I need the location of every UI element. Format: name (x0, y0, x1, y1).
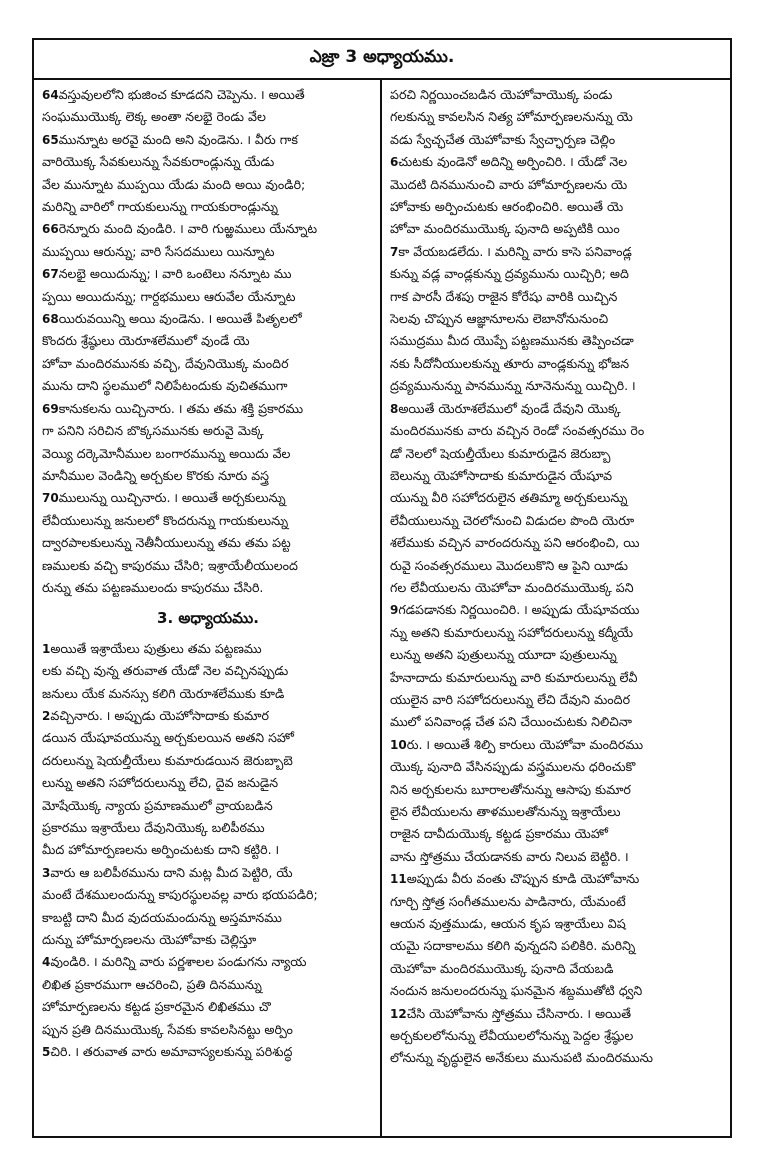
verse-number: 69 (42, 401, 59, 416)
verse-text: ప్రకారము ఇశ్రాయేలు దేవునియొక్క బలిపీఠము (42, 820, 265, 835)
text-line (390, 1003, 722, 1025)
verse-text: యిరువయిన్ని అయి వుండెను. ౹ అయితే పితృలలో (58, 311, 302, 327)
text-line (42, 532, 374, 554)
text-line (42, 1019, 374, 1041)
verse-text: మును దాని స్థలములో నిలిపేటందుకు వుచితముగా (42, 378, 288, 394)
left-column-verses (42, 84, 374, 599)
verse-text: యులైన వారి సహోదరులున్ను లేచి దేవుని మందిర (390, 691, 631, 707)
verse-text: ములో పనివాండ్ల చేత పని చేయించుటకు నిలిచినా (390, 714, 632, 730)
verse-text: రువై సంవత్సరములు మొదలుకొని ఆ పైని యీడు (390, 557, 628, 573)
text-line (42, 772, 374, 794)
verse-text: బెలున్ను యెహోసాదాకు కుమారుడైన యేషూవ (390, 467, 613, 483)
verse-text: చిరి. ౹ తరువాత వారు అమావాస్యలకున్ను పరిశుద్ధ (50, 1044, 293, 1060)
text-line (390, 846, 722, 868)
verse-text: డయిన యేషూవయున్ను అర్చకులయిన అతని సహో (42, 730, 294, 746)
text-line (42, 398, 374, 420)
text-line (390, 375, 722, 397)
text-line (42, 443, 374, 465)
text-line (390, 644, 722, 666)
verse-number: 64 (42, 88, 59, 102)
verse-text: రు. ౹ అయితే శిల్పి కారులు యెహోవా మందిరము (406, 736, 644, 752)
text-line (390, 958, 722, 980)
text-line (42, 308, 374, 330)
verse-text: గాక పారసీ దేశపు రాజైన కోరేషు వారికి యిచ్చిన (390, 288, 618, 304)
text-line (42, 510, 374, 532)
text-line (42, 705, 374, 727)
verse-text: నందున జనులందరున్ను ఘనమైన శబ్దముతోటి ధ్వని (390, 983, 643, 999)
verse-text: లేవీయులున్ను జనులలో కొందరున్ను గాయకులున్ను (42, 512, 289, 528)
text-line (390, 980, 722, 1002)
verse-text: లిఖిత ప్రకారముగా ఆచరించి, ప్రతి దినమున్ను (42, 976, 262, 992)
text-line (390, 174, 722, 196)
scripture-page (32, 38, 732, 1138)
verse-text: అప్పుడు వీరు వంతు చొప్పున కూడి యెహోవాను (406, 871, 640, 887)
text-line (42, 795, 374, 817)
text-line (42, 555, 374, 577)
text-line (390, 443, 722, 465)
verse-text: కొందరు శ్రేష్ఠులు యెరూశలేములో వుండే యె (42, 333, 250, 349)
verse-text: మంటే దేశములందున్ను కాపురస్థులవల్ల వారు భయపడిరి; (42, 887, 318, 903)
verse-text: యెహోవా మందిరముయొక్క పునాది వేయబడి (390, 960, 614, 976)
verse-text: డో నెలలో షెయల్తీయేలు కుమారుడైన జెరుబ్బా (390, 445, 611, 461)
verse-text: హోమార్పణలను కట్టడ ప్రకారమైన లిఖితము చొ (42, 999, 271, 1015)
verse-text: దున్ను హోమార్పణలను యెహోవాకు చెల్లిస్తూ (42, 932, 257, 948)
text-line (390, 622, 722, 644)
verse-text: చుటకు వుండెనో అదిన్ని అర్పించిరి. ౹ యేడో నెల (398, 154, 628, 170)
verse-text: కున్ను వడ్ల వాండ్లకున్ను ద్రవ్యమును యిచ్చిరి; అది (390, 266, 629, 282)
text-line (390, 263, 722, 285)
text-line (42, 353, 374, 375)
text-line (390, 151, 722, 173)
verse-text: గడపడానకు నిర్ణయించిరి. ౹ అప్పుడు యేషూవయు (398, 602, 640, 618)
verse-number: 67 (42, 267, 59, 282)
text-line (390, 689, 722, 711)
text-line (42, 862, 374, 884)
text-line (390, 196, 722, 218)
text-line (42, 817, 374, 839)
text-line (390, 1047, 722, 1069)
text-line (42, 907, 374, 929)
text-line (390, 129, 722, 151)
text-line (390, 106, 722, 128)
verse-number: 65 (42, 132, 59, 147)
text-line (390, 868, 722, 890)
text-line (390, 779, 722, 801)
text-line (390, 286, 722, 308)
verse-text: కా వేయబడలేదు. ౹ మరిన్ని వారు కాసె పనివాండ్ల (398, 243, 632, 259)
text-line (390, 667, 722, 689)
text-line (390, 577, 722, 599)
text-line (390, 1025, 722, 1047)
verse-number: 68 (42, 312, 59, 327)
text-line (42, 577, 374, 599)
verse-text: యమై సదాకాలము కలిగి వున్నదని పలికిరి. మరిన్ని (390, 938, 636, 954)
text-line (390, 823, 722, 845)
text-line (42, 375, 374, 397)
verse-text: గా పనిని సరిచిన బొక్కసమునకు అరువై వెుక్క (42, 423, 264, 439)
verse-number: 5 (42, 1045, 51, 1060)
text-line (390, 218, 722, 240)
left-column-verses-chapter3 (42, 638, 374, 1064)
verse-number: 8 (390, 401, 399, 416)
verse-text: మరిన్ని వారిలో గాయకులున్ను గాయకురాండ్లున్ను (42, 199, 279, 215)
text-line (42, 1041, 374, 1063)
text-line (390, 84, 722, 106)
verse-text: హోవా మందిరమునకు వచ్చి, దేవునియొక్క మందిర (42, 355, 289, 371)
text-line (42, 727, 374, 749)
verse-text: ద్రవ్యమునున్ను పానమున్ను నూనెనున్ను యిచ్చిరి. ౹ (390, 378, 636, 394)
verse-text: ఆయన వుత్తముడు, ఆయన కృప ఇశ్రాయేలు విష (390, 916, 626, 932)
text-line (42, 420, 374, 442)
verse-text: వారియొక్క సేవకులున్ను సేవకురాండ్లున్ను యేడు (42, 154, 275, 170)
text-line (42, 996, 374, 1018)
verse-text: నలభై అయిదున్ను; ౹ వారి ఒంటెలు నన్నూట ము (58, 266, 292, 282)
text-line (42, 929, 374, 951)
verse-number: 7 (390, 244, 399, 259)
text-line (42, 84, 374, 106)
verse-text: లోనున్ను వృద్ధులైన అనేకులు మునుపటి మందిరమును (390, 1050, 653, 1066)
left-column (42, 84, 374, 1063)
text-line (42, 241, 374, 263)
text-line (42, 638, 374, 660)
text-line (42, 196, 374, 218)
text-line (42, 465, 374, 487)
verse-number: 9 (390, 603, 399, 618)
verse-number: 6 (390, 155, 399, 170)
verse-text: పరచి నిర్ణయించబడిన యెహోవాయొక్క పండు (390, 87, 613, 102)
verse-number: 10 (390, 737, 407, 752)
verse-text: గల లేవీయులను యెహోవా మందిరముయొక్క పని (390, 579, 634, 595)
verse-text: మానీముల వెండిన్ని అర్చకుల కొరకు నూరు వస్త్ర (42, 467, 270, 483)
verse-text: వడు స్వేచ్ఛచేత యెహోవాకు స్వేచ్ఛార్పణ చెల్లిం (390, 131, 616, 147)
verse-text: యున్ను వీరి సహోదరులైన తతిమ్మా అర్చకులున్ను (390, 490, 628, 506)
verse-text: హేనాదాదు కుమారులున్ను వారి కుమారులున్ను లేవీ (390, 669, 638, 685)
text-line (390, 510, 722, 532)
verse-text: ములున్ను యిచ్చినారు. ౹ అయితే అర్చకులున్ను (58, 490, 286, 506)
verse-number: 66 (42, 222, 59, 237)
text-line (42, 683, 374, 705)
verse-text: జనులు యేక మనస్సు కలిగి యెరూశలేముకు కూడి (42, 685, 285, 701)
text-line (42, 106, 374, 128)
text-line (390, 891, 722, 913)
verse-text: ప్పయి అయిదున్ను; గార్దభములు ఆరువేల యేన్నూట (42, 288, 296, 304)
text-line (390, 465, 722, 487)
text-line (390, 398, 722, 420)
text-line (390, 308, 722, 330)
verse-text: లైన లేవీయులను తాళములతోనున్ను ఇశ్రాయేలు (390, 804, 621, 819)
verse-text: రాజైన దావీదుయొక్క కట్టడ ప్రకారము యెహో (390, 826, 608, 842)
text-line (390, 801, 722, 823)
verse-number: 3 (42, 865, 51, 880)
text-line (42, 660, 374, 682)
text-line (390, 935, 722, 957)
verse-text: మీద హోమార్పణలను అర్పించుటకు దాని కట్టిరి. ౹ (42, 842, 280, 858)
verse-text: లున్ను అతని పుత్రులున్ను యూదా పుత్రులున్ను (390, 647, 617, 663)
verse-text: రెన్నూరు మంది వుండిరి. ౹ వారి గుఱ్ఱములు యేన్నూట (58, 221, 318, 237)
text-line (42, 951, 374, 973)
verse-text: వేల మున్నూట ముప్పయి యేడు మంది అయి వుండిరి; (42, 176, 306, 192)
text-line (390, 734, 722, 756)
verse-text: ముప్పయి ఆరున్ను; వారి సేసదములు యిన్నూట (42, 243, 275, 259)
section-heading: 3. అధ్యాయము. (157, 609, 259, 628)
text-line (42, 174, 374, 196)
verse-text: కానుకలను యిచ్చినారు. ౹ తమ తమ శక్తి ప్రకారము (58, 400, 304, 416)
verse-number: 2 (42, 708, 51, 723)
page-header (34, 40, 730, 80)
verse-text: శలేముకు వచ్చిన వారందరున్ను పని ఆరంభించి, యి (390, 535, 640, 551)
verse-text: కాబట్టి దాని మీద వుదయమందున్ను అస్తమానము (42, 909, 282, 925)
text-line (390, 532, 722, 554)
verse-number: 1 (42, 641, 51, 656)
verse-text: లున్ను అతని సహోదరులున్ను లేచి, దైవ జనుడైన (42, 775, 279, 791)
verse-text: దరులున్ను షెయల్తీయేలు కుమారుడయిన జెరుబ్బాబె (42, 752, 293, 768)
verse-text: లేవీయులున్ను చెరలోనుంచి విడుదల పొంది యెరూ (390, 512, 635, 528)
right-column-verses (390, 84, 722, 1070)
text-line (42, 884, 374, 906)
verse-text: గలకున్ను కావలసిన నిత్య హోమార్పణలనున్ను యె (390, 109, 633, 125)
text-line (42, 330, 374, 352)
verse-text: మోషేయొక్క న్యాయ ప్రమాణములో వ్రాయబడిన (42, 797, 273, 813)
verse-text: సెలవు చొప్పున ఆజ్ఞానూలను లెబానోనునుంచి (390, 311, 609, 327)
verse-text: ణములకు వచ్చి కాపురము చేసిరి; ఇశ్రాయేలీయులంద (42, 557, 298, 573)
verse-text: లకు వచ్చి వున్న తరువాత యేడో నెల వచ్చినప్పుడు (42, 663, 289, 679)
verse-text: మొదటి దినమునుంచి వారు హోమార్పణలను యె (390, 176, 628, 192)
text-line (390, 711, 722, 733)
verse-text: వచ్చినారు. ౹ అప్పుడు యెహోసాదాకు కుమార (50, 707, 270, 723)
text-line (42, 750, 374, 772)
verse-text: యొక్క పునాది వేసినప్పుడు వస్త్రములను ధరించుకొ (390, 759, 636, 775)
text-line (390, 599, 722, 621)
text-line (390, 241, 722, 263)
verse-text: హోవా మందిరముయొక్క పునాది అప్పటికి యిం (390, 221, 620, 237)
verse-text: ప్పున ప్రతి దినముయొక్క సేవకు కావలసినట్టు అర్పిం (42, 1021, 293, 1037)
text-line (42, 151, 374, 173)
verse-text: వెయ్యి దర్కెమోనీముల బంగారమున్ను అయిదు వేల (42, 445, 291, 461)
verse-text: న్ను అతని కుమారులున్ను సహోదరులున్ను కద్మీయే (390, 624, 634, 640)
verse-text: నిన అర్చకులను బూరాలతోనున్ను ఆసాపు కుమార (390, 781, 631, 797)
verse-text: వుండిరి. ౹ మరిన్ని వారు పర్ణశాలల పండుగను న్యాయ (50, 954, 307, 970)
verse-text: చేసి యెహోవాను స్తోత్రము చేసినారు. ౹ అయితే (406, 1005, 632, 1021)
text-line (390, 756, 722, 778)
verse-text: వస్తువులలోని భుజించ కూడదని చెప్పెను. ౹ అయితే (58, 87, 305, 102)
verse-number: 4 (42, 955, 51, 970)
text-line (390, 487, 722, 509)
verse-text: నకు సీదోనీయులకున్ను తూరు వాండ్లకున్ను భోజన (390, 355, 630, 371)
text-line (42, 974, 374, 996)
verse-text: ద్వారపాలకులున్ను నెతీనీయులున్ను తమ తమ పట్ట (42, 535, 291, 551)
text-line (42, 839, 374, 861)
right-column (390, 84, 722, 1070)
verse-text: వాను స్తోత్రము చేయడానకు వారు నిలువ బెట్టిరి. ౹ (390, 848, 629, 864)
verse-text: వారు ఆ బలిపీఠమును దాని మట్ల మీద పెట్టిరి, యే (50, 864, 293, 880)
verse-text: హోవాకు అర్పించుటకు ఆరంభించిరి. అయితే యె (390, 199, 624, 215)
verse-number: 11 (390, 872, 407, 887)
verse-text: మందిరమునకు వారు వచ్చిన రెండో సంవత్సరము రెం (390, 423, 645, 439)
text-line (42, 487, 374, 509)
verse-text: అయితే యెరూశలేములో వుండే దేవుని యొక్క (398, 400, 621, 416)
verse-number: 70 (42, 491, 59, 506)
verse-text: రున్ను తమ పట్టణములందు కాపురము చేసిరి. (42, 579, 264, 595)
verse-text: సంఘముయొక్క లెక్క అంతా నలభై రెండు వేల (42, 109, 266, 125)
verse-text: అర్చకులలోనున్ను లేవీయులలోనున్ను పెద్దల శ్రేష్ఠుల (390, 1028, 634, 1044)
chapter-title: ఎజ్రా 3 అధ్యాయము. (309, 47, 455, 67)
text-line (390, 353, 722, 375)
verse-text: గూర్చి స్తోత్ర సంగీతములను పాడినారు, యేమంటే (390, 893, 626, 909)
text-line (42, 286, 374, 308)
text-line (42, 218, 374, 240)
verse-text: మున్నూట అరవై మంది అని వుండెను. ౹ వీరు గాక (58, 131, 298, 147)
verse-number: 12 (390, 1006, 407, 1021)
verse-text: అయితే ఇశ్రాయేలు పుత్రులు తమ పట్టణము (50, 640, 262, 656)
text-line (390, 330, 722, 352)
text-line (390, 913, 722, 935)
text-line (390, 555, 722, 577)
text-line (390, 420, 722, 442)
text-line (42, 129, 374, 151)
text-line (42, 263, 374, 285)
column-divider (380, 78, 382, 1138)
verse-text: సముద్రము మీద యొప్పే పట్టణమునకు తెప్పించడా (390, 333, 634, 349)
